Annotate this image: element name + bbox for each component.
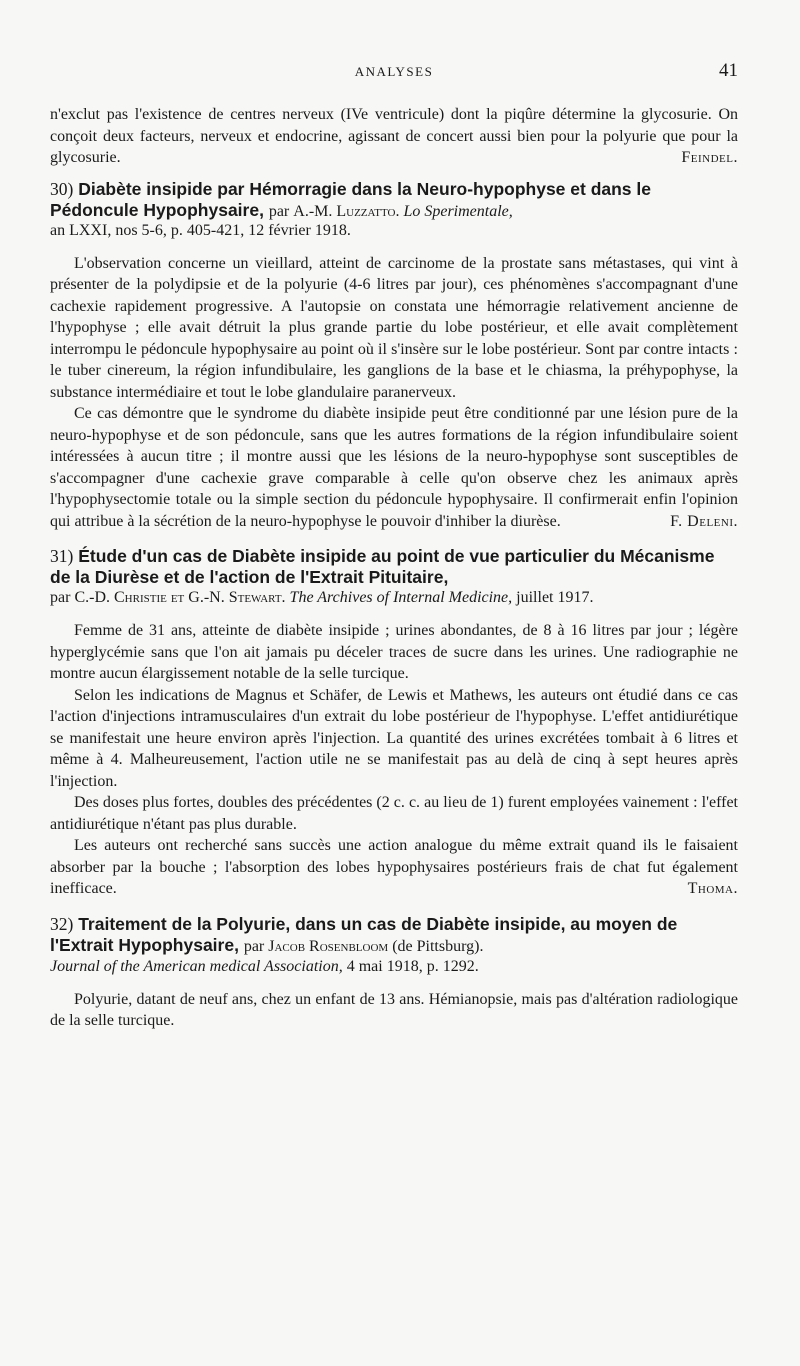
entry-paragraph: Selon les indications de Magnus et Schäfer, de Lewis et Mathews, les auteurs ont étudié dans ce cas l'action d'injections intramusculaires d'un extrait du lobe postérieur de l'hypophyse. L'effet antidiurétique se manifestait une heure environ après l'injection. La quantité des urines excrétées tombait à 6 litres et même à 4. Malheureusement, l'action utile ne se manifestait pas au delà de cinq à sept heures après l'injection. (50, 686, 738, 790)
entry-journal: The Archives of Internal Medicine, (289, 589, 513, 606)
entry-affiliation: (de Pittsburg). (392, 937, 484, 955)
entry-journal: Journal of the American medical Association, (50, 957, 343, 975)
abstract-entry-31 (50, 546, 738, 900)
page-number: 41 (719, 60, 738, 81)
entry-heading (50, 914, 738, 957)
entry-title: Diabète insipide par Hémorragie dans la Neuro-hypophyse et dans le Pédoncule Hypophysaire, (50, 178, 651, 220)
entry-authors: A.-M. Luzzatto. (293, 202, 400, 220)
entry-by: par (50, 589, 71, 606)
entry-journal: Lo Sperimentale, (403, 202, 513, 220)
entry-reference (50, 588, 738, 608)
signature: Feindel. (681, 149, 738, 166)
entry-by: par (243, 937, 265, 955)
entry-heading (50, 179, 738, 221)
entry-paragraph-text: Ce cas démontre que le syndrome du diabète insipide peut être conditionné par une lésion pure de la neuro-hypophyse et de son pédoncule, sans que les autres formations de la région infundibulaire soient intéressées à aucun titre ; il montre aussi que les lésions de la neuro-hypophyse sont susceptibles de s'accompagner d'une cachexie grave comparable à celle qu'on observe chez les animaux après l'hypophysectomie totale ou la simple section du pédoncule hypophysaire. Il confirmerait enfin l'opinion qui attribue à la sécrétion de la neuro-hypophyse le pouvoir d'inhiber la diurèse. (50, 405, 738, 530)
entry-citation: juillet 1917. (516, 589, 594, 606)
abstract-entry-32 (50, 914, 738, 1032)
entry-paragraph: Femme de 31 ans, atteinte de diabète insipide ; urines abondantes, de 8 à 16 litres par jour ; légère hyperglycémie sans que l'on ait jamais pu déceler traces de sucre dans les urines. Une radiographie ne montre aucun élargissement notable de la selle turcique. (50, 622, 738, 682)
entry-title: Traitement de la Polyurie, dans un cas de Diabète insipide, au moyen de l'Extrait Hypophysaire, (50, 913, 678, 955)
entry-by: par (268, 202, 290, 220)
entry-authors: C.-D. Christie et G.-N. Stewart. (74, 589, 286, 606)
entry-number: 30) (50, 178, 74, 199)
entry-number: 32) (50, 913, 74, 934)
entry-paragraph: Polyurie, datant de neuf ans, chez un enfant de 13 ans. Hémianopsie, mais pas d'altération radiologique de la selle turcique. (50, 990, 738, 1029)
intro-paragraph (50, 104, 738, 169)
page-header (50, 60, 738, 88)
page-body (50, 104, 738, 1032)
entry-citation: an LXXI, nos 5-6, p. 405-421, 12 février 1918. (50, 221, 351, 239)
entry-paragraph: L'observation concerne un vieillard, atteint de carcinome de la prostate sans métastases, qui vint à présenter de la polydipsie et de la polyurie (4-6 litres par jour), ces phénomènes s'accompagnant d'une cachexie rapidement progressive. A l'autopsie on constata une hémorragie relativement ancienne de l'hypophyse ; elle avait détruit la plus grande partie du lobe postérieur, et elle avait complètement interrompu le pédoncule hypophysaire au point où il s'insère sur le lobe postérieur. Sont par contre intacts : le tuber cinereum, la région infundibulaire, les ganglions de la base et le chiasma, la préhypophyse, la substance intermédiaire et tout le lobe glandulaire paranerveux. (50, 254, 738, 401)
signature: Thoma. (687, 880, 738, 897)
entry-title: Étude d'un cas de Diabète insipide au point de vue particulier du Mécanisme de la Diurèse et de l'action de l'Extrait Pituitaire, (50, 546, 715, 587)
entry-paragraph (50, 403, 738, 532)
entry-paragraph (50, 835, 738, 900)
entry-paragraph-text: Les auteurs ont recherché sans succès une action analogue du même extrait quand ils le faisaient absorber par la bouche ; l'absorption des lobes hypophysaires postérieurs frais de chat fut également inefficace. (50, 837, 738, 897)
entry-reference (50, 957, 738, 977)
entry-paragraph: Des doses plus fortes, doubles des précédentes (2 c. c. au lieu de 1) furent employées vainement : l'effet antidiurétique n'étant pas plus durable. (50, 794, 738, 833)
entry-heading (50, 546, 738, 588)
signature: F. Deleni. (670, 512, 738, 530)
running-head: ANALYSES (354, 64, 434, 79)
intro-text: n'exclut pas l'existence de centres nerveux (IVe ventricule) dont la piqûre détermine la glycosurie. On conçoit deux facteurs, nerveux et endocrine, agissant de concert aussi bien pour la polyurie que pour la glycosurie. (50, 106, 738, 166)
entry-number: 31) (50, 546, 74, 566)
entry-authors: Jacob Rosenbloom (268, 937, 389, 955)
entry-citation: 4 mai 1918, p. 1292. (346, 957, 479, 975)
abstract-entry-30 (50, 179, 738, 533)
